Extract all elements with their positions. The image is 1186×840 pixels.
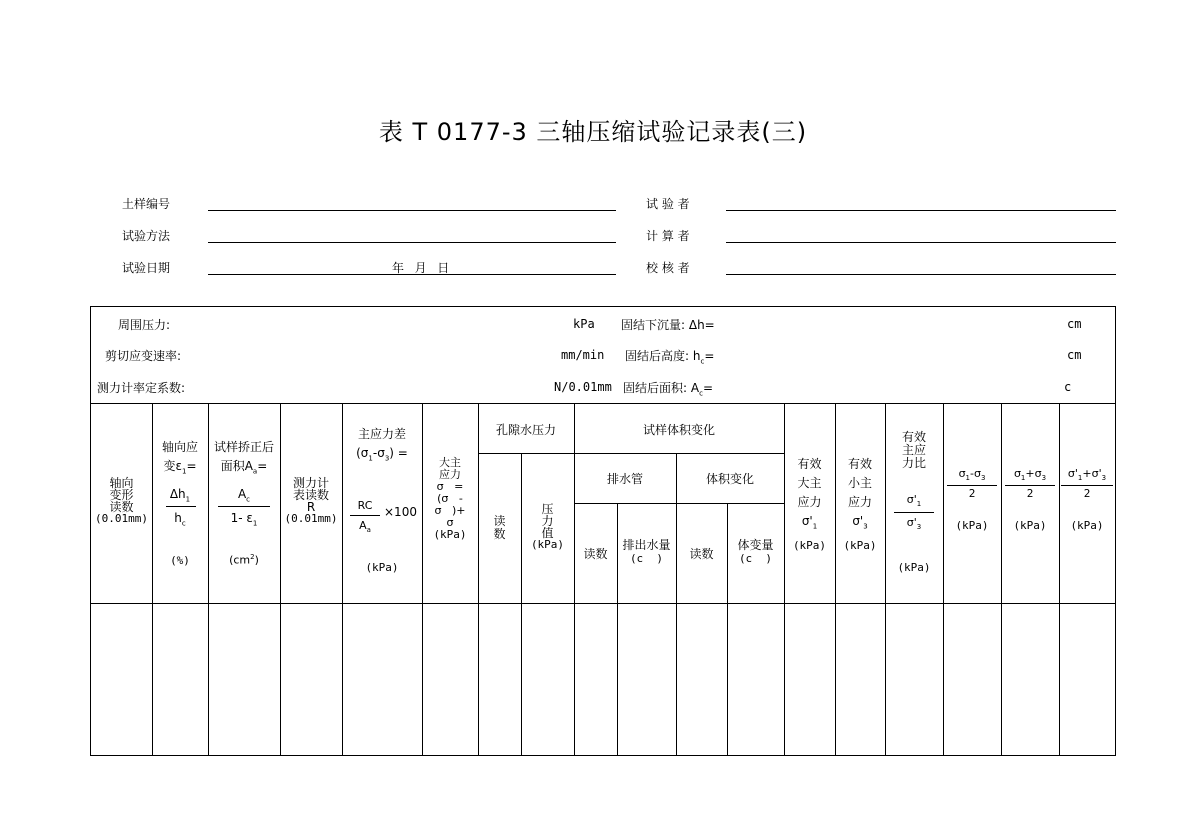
- fraction-bar: [350, 515, 380, 516]
- volume-change-header: 试样体积变化: [642, 423, 715, 437]
- half-sum-numerator: $\sigma_1+\sigma_3$: [1013, 467, 1047, 483]
- hc-denominator: $h_c$: [174, 511, 186, 528]
- date-placeholder: 年 月 日: [392, 261, 451, 275]
- half-eff-numerator: $\sigma'_1+\sigma'_3$: [1067, 467, 1107, 483]
- sample-no-field[interactable]: [208, 210, 616, 211]
- header-top-rule: [91, 403, 1115, 404]
- half-diff-unit: (kPa): [955, 519, 989, 532]
- calib-unit: N/0.01mm: [554, 380, 612, 394]
- drain-reading-header: 读数: [583, 547, 608, 561]
- area-after-label: 固结后面积: $A_c=$: [623, 381, 713, 398]
- ratio-unit: (kPa): [897, 561, 931, 574]
- col-eff-major: 有效 大主 应力 $\sigma'_1$ (kPa): [792, 457, 827, 553]
- strain-unit: (%): [170, 554, 190, 567]
- volume-change-sub-header: 体积变化: [705, 472, 754, 486]
- times-100: ×100: [384, 505, 417, 519]
- fraction-bar: [218, 506, 270, 507]
- fraction-bar: [894, 512, 934, 513]
- record-table: [90, 306, 1116, 756]
- col-deviator: 主应力差 $(\sigma_1-\sigma_3)$ =: [356, 427, 408, 463]
- calculator-field[interactable]: [726, 242, 1116, 243]
- pore-reading-header: 读 数: [493, 514, 506, 541]
- col-major-stress: 大主 应力 σ = (σ - σ )+ σ (kPa): [433, 456, 467, 541]
- col-eff-minor: 有效 小主 应力 $\sigma'_3$ (kPa): [843, 457, 877, 553]
- half-diff-numerator: $\sigma_1-\sigma_3$: [958, 467, 986, 483]
- calculator-label: 计 算 者: [646, 229, 690, 243]
- one-minus-denominator: 1- $\varepsilon_1$: [230, 511, 258, 528]
- col-corrected-area: 试样挢正后 面积$A_a=$: [213, 440, 274, 476]
- date-label: 试验日期: [122, 261, 171, 275]
- ratio-denominator: $\sigma'_3$: [906, 516, 922, 532]
- tester-field[interactable]: [726, 210, 1116, 211]
- ac-numerator: $A_c$: [237, 487, 251, 504]
- area-unit-label: $(cm^2)$: [229, 553, 259, 567]
- half-diff-denominator: 2: [968, 487, 976, 500]
- confining-unit: kPa: [573, 317, 595, 331]
- calib-label: 测力计率定系数:: [97, 381, 186, 395]
- drain-tube-header: 排水管: [606, 472, 643, 486]
- drain-out-header: 排出水量 (c ): [622, 538, 671, 565]
- volume-subrule: [574, 503, 784, 504]
- half-eff-denominator: 2: [1083, 487, 1091, 500]
- method-field[interactable]: [208, 242, 616, 243]
- height-unit: cm: [1067, 348, 1082, 362]
- ratio-numerator: $\sigma'_1$: [906, 493, 922, 509]
- col-axial-strain: 轴向应 变$\varepsilon_1=$: [161, 440, 198, 476]
- pore-value-header: 压 力 值 (kPa): [530, 502, 565, 551]
- half-sum-unit: (kPa): [1013, 519, 1047, 532]
- fraction-bar: [166, 506, 196, 507]
- dh-numerator: $\Delta h_1$: [169, 487, 191, 504]
- vol-reading-header: 读数: [689, 547, 714, 561]
- pore-pressure-header: 孔隙水压力: [495, 423, 556, 437]
- page-title: 表 T 0177-3 三轴压缩试验记录表(三): [378, 118, 808, 146]
- shear-rate-label: 剪切应变速率:: [105, 349, 182, 363]
- checker-label: 校 核 者: [646, 261, 690, 275]
- col-ring-reading: 测力计 表读数 R (0.01mm): [284, 476, 338, 525]
- half-sum-denominator: 2: [1026, 487, 1034, 500]
- half-eff-unit: (kPa): [1070, 519, 1104, 532]
- data-entry-area[interactable]: [91, 604, 1115, 755]
- shear-rate-unit: mm/min: [561, 348, 605, 362]
- aa-denominator: $A_a$: [359, 519, 371, 535]
- height-after-label: 固结后高度: $h_c=$: [625, 349, 715, 366]
- col-axial-reading: 轴向 变形 读数 (0.01mm): [95, 476, 148, 525]
- fraction-bar: [1005, 485, 1055, 486]
- confining-pressure-label: 周围压力:: [118, 318, 171, 332]
- settlement-label: 固结下沉量: Δh=: [621, 318, 715, 332]
- vol-amount-header: 体变量 (c ): [737, 538, 774, 565]
- rc-numerator: RC: [357, 499, 373, 512]
- checker-field[interactable]: [726, 274, 1116, 275]
- pore-subrule: [478, 453, 784, 454]
- area-unit: c: [1064, 380, 1072, 394]
- method-label: 试验方法: [122, 229, 171, 243]
- col-eff-ratio: 有效 主应 力比: [901, 430, 926, 470]
- fraction-bar: [1061, 485, 1113, 486]
- settlement-unit: cm: [1067, 317, 1082, 331]
- fraction-bar: [947, 485, 997, 486]
- sample-no-label: 土样编号: [122, 197, 171, 211]
- deviator-unit: (kPa): [365, 561, 399, 574]
- tester-label: 试 验 者: [646, 197, 690, 211]
